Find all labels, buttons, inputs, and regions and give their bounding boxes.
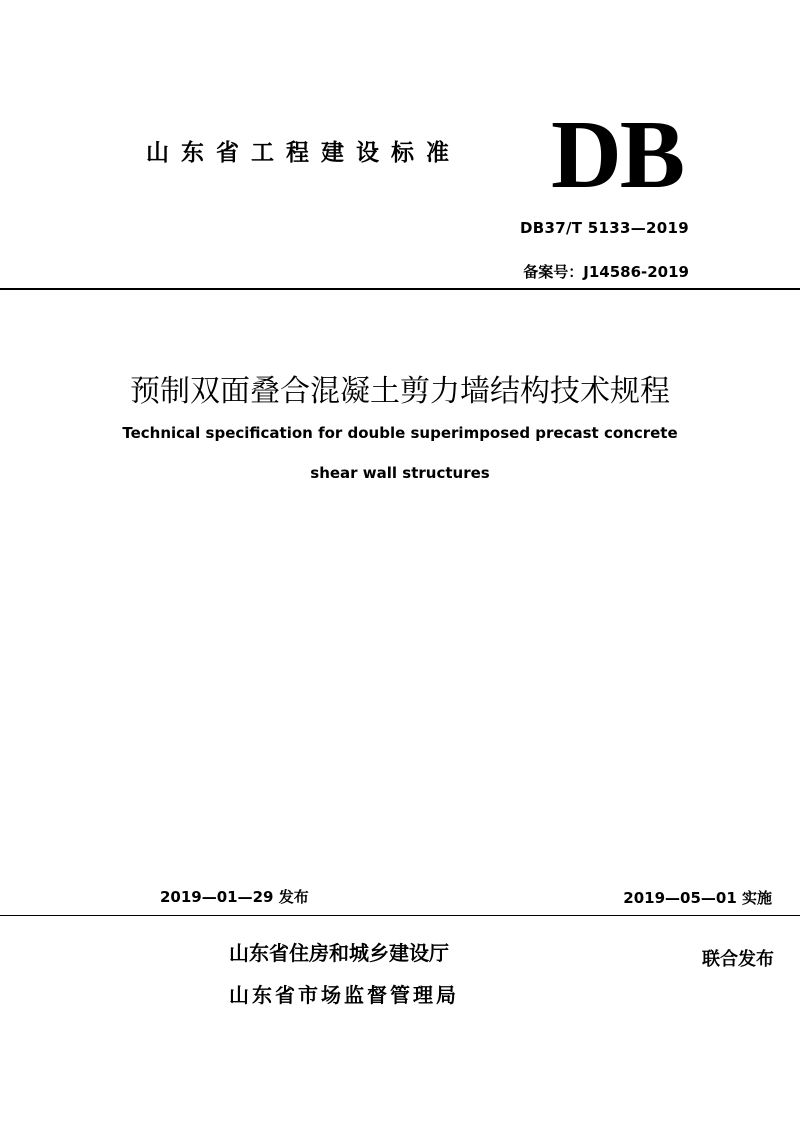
issuer-market-supervision-bureau: 山东省市场监督管理局	[229, 983, 459, 1007]
issuer-housing-department: 山东省住房和城乡建设厅	[229, 941, 449, 965]
joint-release-label: 联合发布	[702, 949, 774, 970]
top-divider	[0, 288, 800, 290]
document-title-chinese: 预制双面叠合混凝土剪力墙结构技术规程	[130, 374, 670, 409]
filing-number: 备案号：J14586-2019	[523, 263, 689, 281]
issue-date: 2019—01—29 发布	[160, 888, 309, 906]
implementation-date: 2019—05—01 实施	[623, 889, 772, 907]
document-title-english-line2: shear wall structures	[310, 464, 490, 482]
document-title-english-line1: Technical specification for double superimposed precast concrete	[122, 424, 678, 442]
db-logo: DB	[551, 101, 684, 209]
bottom-divider	[0, 915, 800, 916]
standard-number: DB37/T 5133—2019	[520, 219, 689, 237]
standard-type-label: 山东省工程建设标准	[146, 140, 461, 166]
